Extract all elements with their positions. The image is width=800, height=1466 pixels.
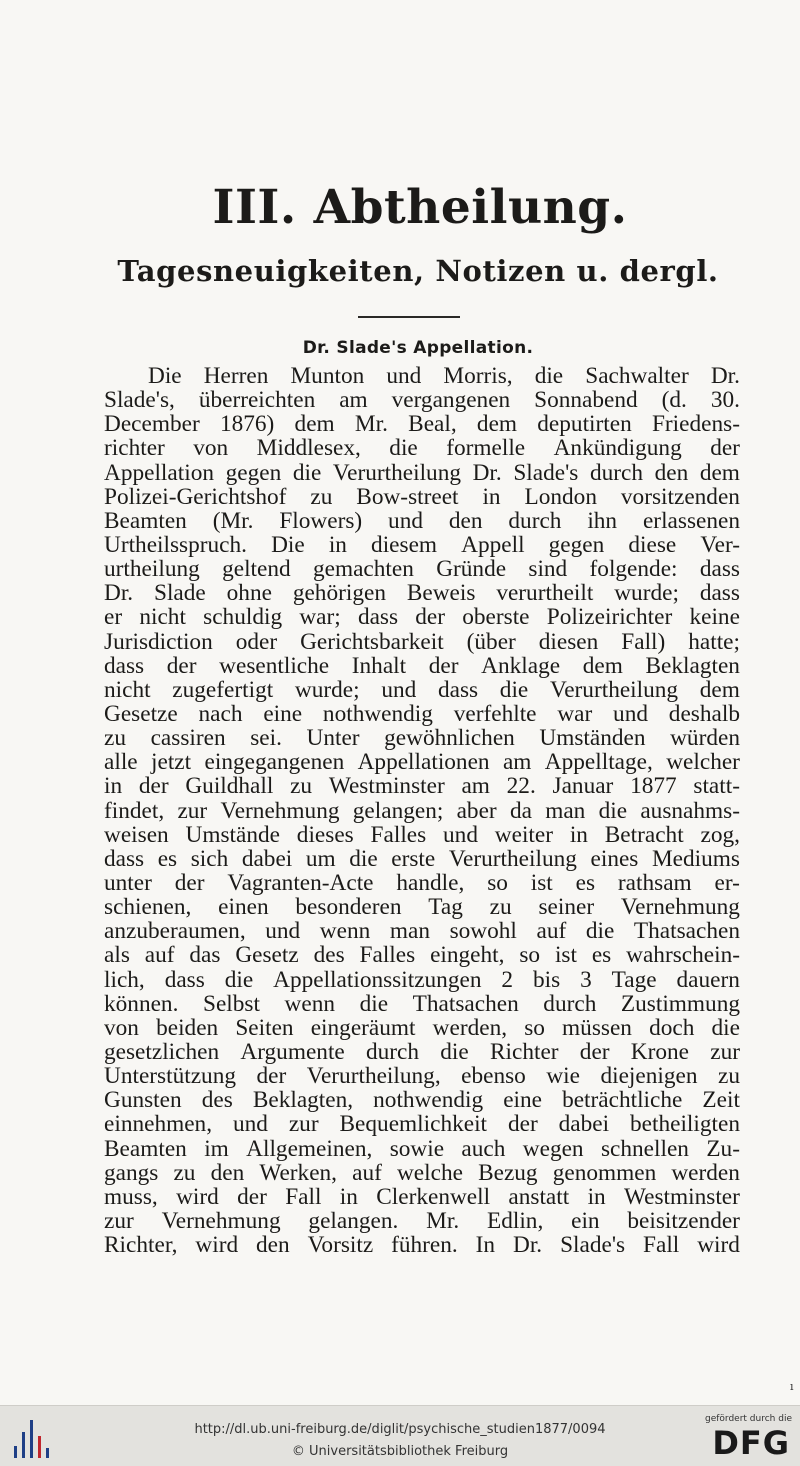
body-line: von beiden Seiten eingeräumt werden, so müssen doch die xyxy=(104,1014,740,1041)
body-line: richter von Middlesex, die formelle Ankündigung der xyxy=(104,435,740,462)
body-line: Dr. Slade ohne gehörigen Beweis verurtheilt wurde; dass xyxy=(104,580,740,607)
body-line: weisen Umstände dieses Falles und weiter in Betracht zog, xyxy=(104,821,740,848)
body-line: dass der wesentliche Inhalt der Anklage dem Beklagten xyxy=(104,652,740,679)
body-line: December 1876) dem Mr. Beal, dem deputirten Friedens- xyxy=(104,411,740,438)
body-line: Slade's, überreichten am vergangenen Sonnabend (d. 30. xyxy=(104,387,740,414)
body-line: lich, dass die Appellationssitzungen 2 bis 3 Tage dauern xyxy=(104,966,740,993)
body-line: Richter, wird den Vorsitz führen. In Dr. Slade's Fall wird xyxy=(104,1232,740,1259)
body-line: Jurisdiction oder Gerichtsbarkeit (über diesen Fall) hatte; xyxy=(104,628,740,655)
section-heading: III. Abtheilung. xyxy=(212,180,628,235)
body-line: können. Selbst wenn die Thatsachen durch Zustimmung xyxy=(104,990,740,1017)
body-line: schienen, einen besonderen Tag zu seiner Vernehmung xyxy=(104,894,740,921)
body-line: gangs zu den Werken, auf welche Bezug genommen werden xyxy=(104,1159,740,1186)
body-line: als auf das Gesetz des Falles eingeht, so ist es wahrschein- xyxy=(104,942,740,969)
margin-mark: ı xyxy=(790,1380,794,1393)
body-line: dass es sich dabei um die erste Verurtheilung eines Mediums xyxy=(104,845,740,872)
body-line: Unterstützung der Verurtheilung, ebenso wie diejenigen zu xyxy=(104,1063,740,1090)
section-subheading: Tagesneuigkeiten, Notizen u. dergl. xyxy=(117,254,719,288)
body-line: einnehmen, und zur Bequemlichkeit der dabei betheiligten xyxy=(104,1111,740,1138)
body-line: muss, wird der Fall in Clerkenwell anstatt in Westminster xyxy=(104,1183,740,1210)
body-line: anzuberaumen, und wenn man sowohl auf die Thatsachen xyxy=(104,918,740,945)
body-line: findet, zur Vernehmung gelangen; aber da man die ausnahms- xyxy=(104,797,740,824)
body-line: Gunsten des Beklagten, nothwendig eine beträchtliche Zeit xyxy=(104,1087,740,1114)
body-line: Beamten im Allgemeinen, sowie auch wegen schnellen Zu- xyxy=(104,1135,740,1162)
body-line: gesetzlichen Argumente durch die Richter der Krone zur xyxy=(104,1038,740,1065)
body-line: Die Herren Munton und Morris, die Sachwalter Dr. xyxy=(148,363,740,389)
body-line: zu cassiren sei. Unter gewöhnlichen Umständen würden xyxy=(104,725,740,752)
body-line: Urtheilsspruch. Die in diesem Appell gegen diese Ver- xyxy=(104,531,740,558)
body-line: in der Guildhall zu Westminster am 22. Januar 1877 statt- xyxy=(104,773,740,800)
article-title: Dr. Slade's Appellation. xyxy=(302,338,534,358)
body-line: nicht zugefertigt wurde; und dass die Verurtheilung dem xyxy=(104,676,740,703)
body-line: alle jetzt eingegangenen Appellationen am Appelltage, welcher xyxy=(104,749,740,776)
body-line: zur Vernehmung gelangen. Mr. Edlin, ein beisitzender xyxy=(104,1207,740,1234)
body-line: urtheilung geltend gemachten Gründe sind folgende: dass xyxy=(104,556,740,583)
body-line: Polizei-Gerichtshof zu Bow-street in London vorsitzenden xyxy=(104,483,740,510)
body-line: Beamten (Mr. Flowers) und den durch ihn erlassenen xyxy=(104,507,740,534)
body-line: Appellation gegen die Verurtheilung Dr. Slade's durch den dem xyxy=(104,459,740,486)
body-line: Gesetze nach eine nothwendig verfehlte war und deshalb xyxy=(104,700,740,727)
body-line: unter der Vagranten-Acte handle, so ist es rathsam er- xyxy=(104,869,740,896)
article-body xyxy=(104,364,740,1257)
body-line: er nicht schuldig war; dass der oberste Polizeirichter keine xyxy=(104,604,740,631)
permalink-url[interactable]: http://dl.ub.uni-freiburg.de/diglit/psychische_studien1877/0094 xyxy=(194,1422,606,1437)
copyright-notice: © Universitätsbibliothek Freiburg xyxy=(291,1444,509,1459)
footer-bar xyxy=(0,1405,800,1466)
divider-rule xyxy=(358,316,460,318)
dfg-logo[interactable]: DFG xyxy=(712,1424,790,1462)
sponsor-caption: gefördert durch die xyxy=(705,1414,792,1424)
